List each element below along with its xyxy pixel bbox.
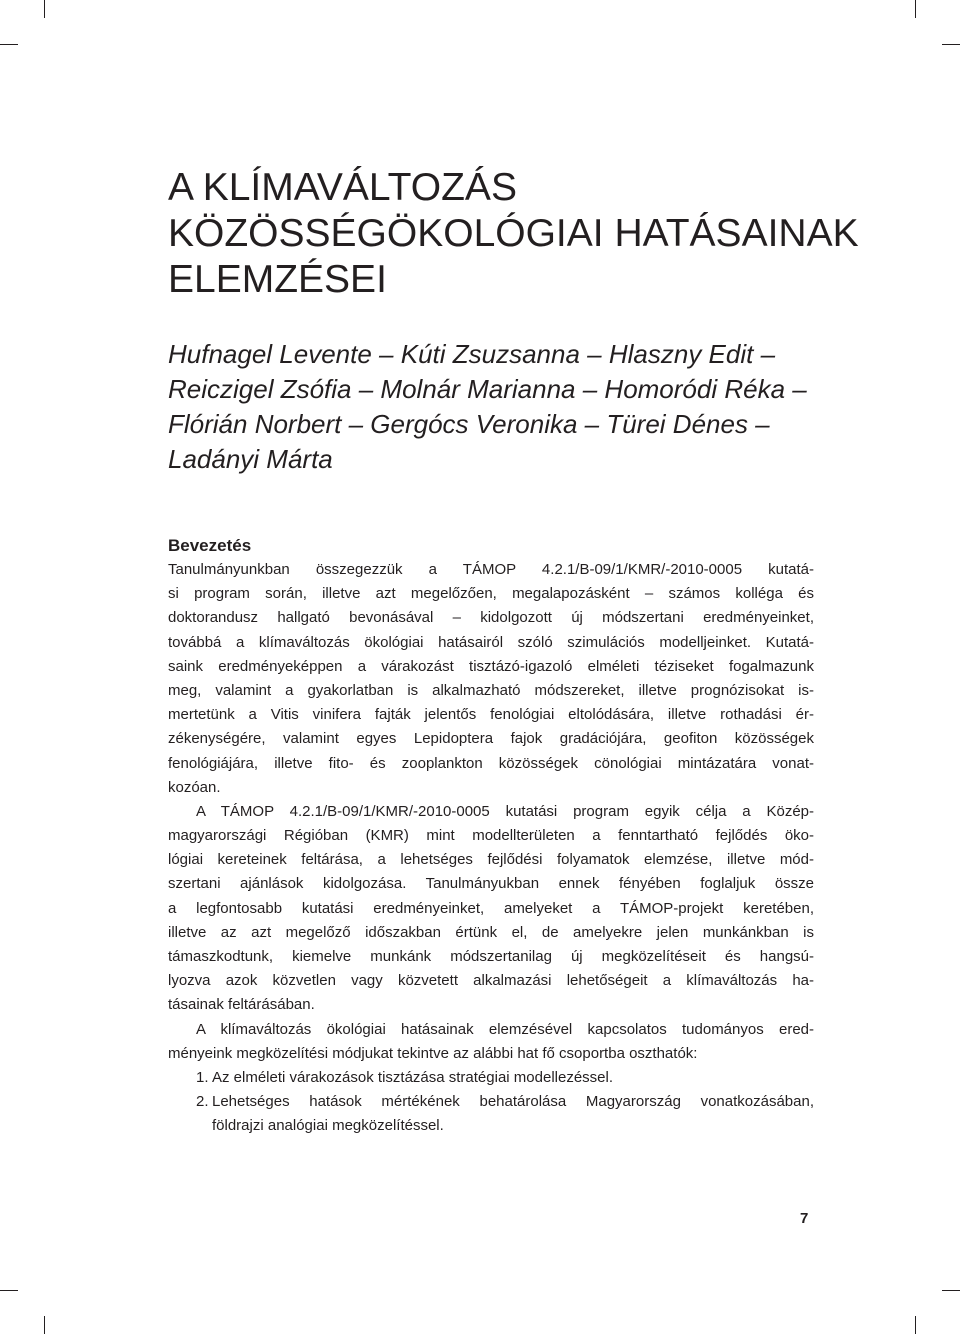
list-item-number: 2. xyxy=(196,1093,209,1111)
text-line: továbbá a klímaváltozás ökológiai hatásairól szóló szimulációs modelljeinket. Kutatá- xyxy=(168,633,814,651)
list-item-text: Az elméleti várakozások tisztázása stratégiai modellezéssel. xyxy=(212,1068,614,1086)
text-line: Tanulmányunkban összegezzük a TÁMOP 4.2.1/B-09/1/KMR/-2010-0005 kutatá- xyxy=(168,561,814,578)
text-line: meg, valamint a gyakorlatban is alkalmazható módszereket, illetve prognózisokat is- xyxy=(168,681,814,699)
list-item-text: Lehetséges hatások mértékének behatárolása Magyarország vonatkozásában, xyxy=(212,1093,814,1111)
crop-mark-left-bottom xyxy=(0,1290,18,1291)
text-line: lógiai kereteinek feltárása, a lehetséges fejlődési folyamatok elemzése, illetve mód- xyxy=(168,851,814,869)
paragraph xyxy=(168,558,814,800)
text-line: szertani ajánlások kidolgozása. Tanulmányukban ennek fényében foglaljuk össze xyxy=(168,875,814,893)
author-line: Hufnagel Levente – Kúti Zsuzsanna – Hlaszny Edit – xyxy=(168,339,776,369)
text-line: zékenységére, valamint egyes Lepidoptera fajok gradációjára, geofiton közösségek xyxy=(168,730,814,748)
text-line: kozóan. xyxy=(168,778,221,796)
crop-mark-right-top xyxy=(942,44,960,45)
author-line: Reiczigel Zsófia – Molnár Marianna – Homoródi Réka – xyxy=(168,374,807,404)
paragraph xyxy=(168,1018,814,1066)
text-line: tásainak feltárásában. xyxy=(168,996,315,1014)
crop-mark-bottom-left xyxy=(44,1316,45,1334)
crop-mark-left-top xyxy=(0,44,18,45)
text-line: A klímaváltozás ökológiai hatásainak elemzésével kapcsolatos tudományos ered- xyxy=(196,1020,814,1038)
numbered-list xyxy=(168,1066,814,1139)
author-line: Ladányi Márta xyxy=(168,444,333,474)
text-line: si program során, illetve azt megelőzően, megalapozásként – számos kolléga és xyxy=(168,585,814,603)
chapter-title xyxy=(168,165,868,303)
text-line: ményeink megközelítési módjukat tekintve az alábbi hat fő csoportba oszthatók: xyxy=(168,1044,698,1062)
list-item-line xyxy=(168,1090,814,1114)
list-item-number: 1. xyxy=(196,1068,209,1086)
crop-mark-bottom-right xyxy=(915,1316,916,1334)
chapter-title-line: KÖZÖSSÉGÖKOLÓGIAI HATÁSAINAK xyxy=(168,212,859,255)
list-item xyxy=(168,1090,814,1138)
text-line: illetve az azt megelőző időszakban értünk el, de amelyekre jelen munkánkban is xyxy=(168,923,814,941)
section-heading: Bevezetés xyxy=(168,536,252,555)
text-line: a legfontosabb kutatási eredményeinket, amelyeket a TÁMOP-projekt keretében, xyxy=(168,899,814,917)
text-line: magyarországi Régióban (KMR) mint modellterületen a fenntartható fejlődés öko- xyxy=(168,827,814,845)
crop-mark-right-bottom xyxy=(942,1290,960,1291)
crop-mark-top-right xyxy=(915,0,916,18)
list-item-line xyxy=(168,1066,814,1090)
text-line: lyozva azok közvetlen vagy közvetett alkalmazási lehetőségeit a klímaváltozás ha- xyxy=(168,972,814,990)
body-text xyxy=(168,558,814,1139)
text-line: mertetünk a Vitis vinifera fajták jelentős fenológiai eltolódására, illetve rothadási ér- xyxy=(168,706,814,724)
crop-mark-top-left xyxy=(44,0,45,18)
list-item-line: földrajzi analógiai megközelítéssel. xyxy=(212,1117,444,1135)
author-list xyxy=(168,337,868,477)
text-line: fenológiájára, illetve fito- és zooplankton közösségek cönológiai mintázatára vonat- xyxy=(168,754,814,772)
paragraph xyxy=(168,800,814,1018)
text-line: saink eredményeképpen a várakozást tisztázó-igazoló elméleti téziseket fogalmazunk xyxy=(168,657,814,675)
chapter-title-line: A KLÍMAVÁLTOZÁS xyxy=(168,166,517,209)
chapter-title-line: ELEMZÉSEI xyxy=(168,258,387,301)
author-line: Flórián Norbert – Gergócs Veronika – Türei Dénes – xyxy=(168,409,770,439)
page-number: 7 xyxy=(800,1210,809,1227)
text-line: A TÁMOP 4.2.1/B-09/1/KMR/-2010-0005 kutatási program egyik célja a Közép- xyxy=(196,802,814,820)
text-line: doktorandusz hallgató bevonásával – kidolgozott új módszertani eredményeinket, xyxy=(168,609,814,627)
text-line: támaszkodtunk, kiemelve munkánk módszertanilag új megközelítéseit és hangsú- xyxy=(168,948,814,965)
list-item xyxy=(168,1066,814,1090)
